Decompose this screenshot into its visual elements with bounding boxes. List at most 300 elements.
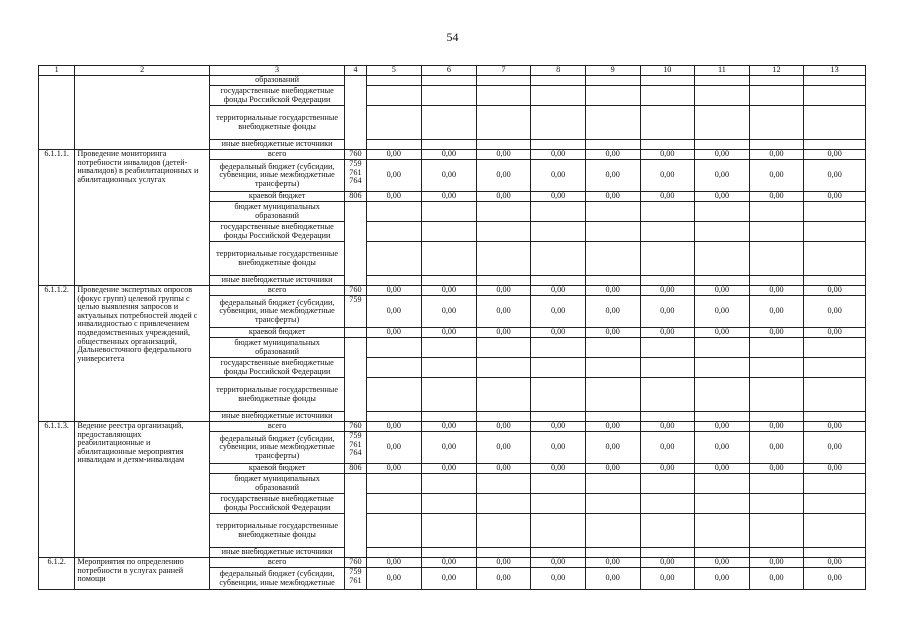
value-cell — [366, 378, 422, 412]
value-cell: 0,00 — [476, 568, 531, 590]
value-cell: 0,00 — [422, 286, 477, 296]
value-cell — [640, 202, 695, 222]
value-cell — [695, 474, 750, 494]
value-cell: 0,00 — [585, 422, 640, 432]
source-cell: территориальные государственные внебюджетные фонды — [209, 106, 344, 140]
value-cell: 0,00 — [476, 558, 531, 568]
value-cell: 0,00 — [640, 568, 695, 590]
source-cell: всего — [209, 558, 344, 568]
source-cell: краевой бюджет — [209, 464, 344, 474]
value-cell: 0,00 — [749, 192, 804, 202]
value-cell — [422, 86, 477, 106]
value-cell: 0,00 — [366, 160, 422, 192]
header-cell: 3 — [209, 66, 344, 76]
value-cell — [804, 338, 866, 358]
value-cell: 0,00 — [476, 150, 531, 160]
row-number-cell: 6.1.2. — [39, 558, 75, 590]
value-cell — [804, 514, 866, 548]
value-cell — [476, 412, 531, 422]
value-cell — [749, 474, 804, 494]
budget-table — [38, 65, 866, 590]
value-cell — [640, 358, 695, 378]
code-cell: 806 — [345, 464, 366, 474]
value-cell: 0,00 — [749, 160, 804, 192]
source-cell: федеральный бюджет (субсидии, субвенции, иные межбюджетные трансферты) — [209, 296, 344, 328]
value-cell: 0,00 — [422, 432, 477, 464]
value-cell — [366, 358, 422, 378]
value-cell: 0,00 — [749, 296, 804, 328]
header-cell: 9 — [585, 66, 640, 76]
value-cell — [640, 276, 695, 286]
value-cell: 0,00 — [695, 464, 750, 474]
value-cell: 0,00 — [640, 160, 695, 192]
code-cell: 759 — [345, 296, 366, 328]
source-cell: территориальные государственные внебюджетные фонды — [209, 514, 344, 548]
code-cell: 759 761 — [345, 568, 366, 590]
source-cell: иные внебюджетные источники — [209, 412, 344, 422]
value-cell: 0,00 — [695, 432, 750, 464]
header-cell: 10 — [640, 66, 695, 76]
header-cell: 5 — [366, 66, 422, 76]
table-row — [39, 558, 866, 568]
value-cell — [749, 202, 804, 222]
value-cell — [749, 76, 804, 86]
value-cell: 0,00 — [366, 558, 422, 568]
value-cell: 0,00 — [804, 192, 866, 202]
value-cell — [366, 106, 422, 140]
value-cell: 0,00 — [531, 192, 586, 202]
value-cell — [749, 276, 804, 286]
value-cell: 0,00 — [749, 150, 804, 160]
header-row — [39, 66, 866, 76]
value-cell — [749, 412, 804, 422]
code-cell — [345, 328, 366, 338]
header-cell: 2 — [75, 66, 209, 76]
value-cell — [422, 242, 477, 276]
code-cell — [345, 76, 366, 150]
value-cell — [749, 242, 804, 276]
value-cell: 0,00 — [640, 296, 695, 328]
value-cell — [476, 358, 531, 378]
value-cell: 0,00 — [476, 160, 531, 192]
value-cell — [749, 378, 804, 412]
value-cell — [585, 474, 640, 494]
value-cell: 0,00 — [695, 192, 750, 202]
value-cell — [531, 338, 586, 358]
value-cell — [476, 86, 531, 106]
value-cell — [749, 222, 804, 242]
source-cell: краевой бюджет — [209, 328, 344, 338]
value-cell: 0,00 — [585, 296, 640, 328]
value-cell — [366, 242, 422, 276]
value-cell — [695, 412, 750, 422]
source-cell: иные внебюджетные источники — [209, 140, 344, 150]
source-cell: всего — [209, 150, 344, 160]
value-cell — [531, 474, 586, 494]
source-cell: иные внебюджетные источники — [209, 548, 344, 558]
value-cell: 0,00 — [640, 192, 695, 202]
header-cell: 4 — [345, 66, 366, 76]
value-cell — [531, 378, 586, 412]
activity-name-cell: Ведение реестра организаций, предоставляющих реабилитационные и абилитационные мероприятия инвалидам и детям-инвалидам — [75, 422, 209, 558]
activity-name-cell: Проведение мониторинга потребности инвалидов (детей-инвалидов) в реабилитационных и абилитационных услугах — [75, 150, 209, 286]
value-cell: 0,00 — [531, 568, 586, 590]
value-cell — [422, 548, 477, 558]
header-cell: 6 — [422, 66, 477, 76]
value-cell: 0,00 — [531, 296, 586, 328]
value-cell — [476, 106, 531, 140]
value-cell — [640, 338, 695, 358]
value-cell: 0,00 — [531, 328, 586, 338]
value-cell — [422, 338, 477, 358]
value-cell — [531, 140, 586, 150]
value-cell: 0,00 — [422, 192, 477, 202]
value-cell — [422, 276, 477, 286]
value-cell — [531, 242, 586, 276]
value-cell — [749, 140, 804, 150]
value-cell — [476, 474, 531, 494]
value-cell: 0,00 — [366, 296, 422, 328]
value-cell — [585, 76, 640, 86]
header-cell: 11 — [695, 66, 750, 76]
value-cell: 0,00 — [804, 160, 866, 192]
value-cell — [695, 358, 750, 378]
value-cell — [476, 202, 531, 222]
value-cell — [531, 494, 586, 514]
value-cell: 0,00 — [804, 558, 866, 568]
value-cell — [422, 106, 477, 140]
value-cell — [366, 494, 422, 514]
value-cell: 0,00 — [695, 328, 750, 338]
value-cell — [749, 494, 804, 514]
value-cell: 0,00 — [585, 328, 640, 338]
value-cell: 0,00 — [422, 422, 477, 432]
value-cell: 0,00 — [366, 568, 422, 590]
value-cell — [585, 514, 640, 548]
value-cell: 0,00 — [585, 150, 640, 160]
value-cell: 0,00 — [749, 568, 804, 590]
value-cell: 0,00 — [476, 328, 531, 338]
value-cell — [476, 548, 531, 558]
code-cell — [345, 474, 366, 558]
code-cell: 760 — [345, 422, 366, 432]
source-cell: бюджет муниципальных образований — [209, 474, 344, 494]
value-cell: 0,00 — [804, 568, 866, 590]
value-cell — [640, 106, 695, 140]
value-cell — [804, 548, 866, 558]
value-cell — [640, 140, 695, 150]
value-cell: 0,00 — [804, 328, 866, 338]
source-cell: территориальные государственные внебюджетные фонды — [209, 242, 344, 276]
value-cell — [366, 222, 422, 242]
value-cell: 0,00 — [804, 296, 866, 328]
value-cell: 0,00 — [366, 328, 422, 338]
value-cell — [366, 202, 422, 222]
source-cell: государственные внебюджетные фонды Российской Федерации — [209, 222, 344, 242]
value-cell: 0,00 — [749, 328, 804, 338]
value-cell — [476, 378, 531, 412]
value-cell — [422, 474, 477, 494]
header-cell: 12 — [749, 66, 804, 76]
value-cell — [749, 86, 804, 106]
activity-name-cell: Мероприятия по определению потребности в услугах ранней помощи — [75, 558, 209, 590]
value-cell: 0,00 — [695, 422, 750, 432]
code-cell: 760 — [345, 150, 366, 160]
value-cell — [366, 86, 422, 106]
row-number-cell: 6.1.1.3. — [39, 422, 75, 558]
value-cell — [695, 378, 750, 412]
value-cell: 0,00 — [804, 422, 866, 432]
value-cell: 0,00 — [366, 422, 422, 432]
value-cell: 0,00 — [640, 286, 695, 296]
value-cell — [640, 514, 695, 548]
value-cell: 0,00 — [366, 192, 422, 202]
value-cell — [804, 412, 866, 422]
value-cell: 0,00 — [695, 150, 750, 160]
value-cell: 0,00 — [422, 150, 477, 160]
value-cell — [804, 140, 866, 150]
value-cell — [585, 378, 640, 412]
value-cell — [804, 276, 866, 286]
value-cell — [804, 86, 866, 106]
source-cell: федеральный бюджет (субсидии, субвенции, иные межбюджетные трансферты) — [209, 160, 344, 192]
value-cell: 0,00 — [585, 568, 640, 590]
value-cell: 0,00 — [749, 558, 804, 568]
value-cell — [695, 76, 750, 86]
source-cell: бюджет муниципальных образований — [209, 338, 344, 358]
value-cell — [640, 242, 695, 276]
value-cell — [476, 76, 531, 86]
value-cell: 0,00 — [695, 558, 750, 568]
value-cell: 0,00 — [531, 286, 586, 296]
value-cell: 0,00 — [804, 150, 866, 160]
value-cell: 0,00 — [640, 422, 695, 432]
row-number-cell — [39, 76, 75, 150]
value-cell — [531, 276, 586, 286]
value-cell — [695, 202, 750, 222]
value-cell: 0,00 — [804, 432, 866, 464]
value-cell — [366, 412, 422, 422]
value-cell: 0,00 — [366, 286, 422, 296]
value-cell — [422, 412, 477, 422]
value-cell — [531, 412, 586, 422]
value-cell: 0,00 — [366, 432, 422, 464]
value-cell: 0,00 — [695, 568, 750, 590]
value-cell: 0,00 — [585, 464, 640, 474]
value-cell — [640, 222, 695, 242]
value-cell — [531, 86, 586, 106]
value-cell — [640, 76, 695, 86]
value-cell: 0,00 — [476, 432, 531, 464]
code-cell: 759 761 764 — [345, 160, 366, 192]
value-cell — [749, 514, 804, 548]
page-number: 54 — [446, 30, 459, 44]
value-cell — [366, 474, 422, 494]
value-cell — [695, 494, 750, 514]
value-cell: 0,00 — [640, 558, 695, 568]
value-cell — [695, 514, 750, 548]
value-cell — [804, 378, 866, 412]
value-cell — [640, 548, 695, 558]
activity-name-cell — [75, 76, 209, 150]
value-cell — [585, 202, 640, 222]
source-cell: образований — [209, 76, 344, 86]
value-cell — [422, 222, 477, 242]
value-cell — [585, 106, 640, 140]
source-cell: государственные внебюджетные фонды Российской Федерации — [209, 358, 344, 378]
header-cell: 8 — [531, 66, 586, 76]
source-cell: федеральный бюджет (субсидии, субвенции, иные межбюджетные трансферты) — [209, 432, 344, 464]
value-cell — [585, 358, 640, 378]
value-cell: 0,00 — [640, 432, 695, 464]
value-cell — [640, 378, 695, 412]
value-cell: 0,00 — [366, 150, 422, 160]
value-cell — [804, 474, 866, 494]
value-cell — [366, 514, 422, 548]
value-cell: 0,00 — [422, 296, 477, 328]
value-cell: 0,00 — [422, 464, 477, 474]
value-cell — [585, 276, 640, 286]
code-cell: 759 761 764 — [345, 432, 366, 464]
code-cell — [345, 202, 366, 286]
value-cell — [531, 106, 586, 140]
value-cell — [476, 140, 531, 150]
value-cell — [531, 202, 586, 222]
value-cell — [585, 222, 640, 242]
value-cell — [749, 548, 804, 558]
value-cell: 0,00 — [585, 286, 640, 296]
value-cell — [695, 338, 750, 358]
code-cell: 806 — [345, 192, 366, 202]
value-cell — [695, 222, 750, 242]
source-cell: всего — [209, 422, 344, 432]
value-cell — [366, 76, 422, 86]
value-cell — [695, 86, 750, 106]
value-cell — [476, 276, 531, 286]
value-cell — [531, 222, 586, 242]
value-cell: 0,00 — [749, 464, 804, 474]
value-cell — [804, 494, 866, 514]
value-cell — [695, 242, 750, 276]
activity-name-cell: Проведение экспертных опросов (фокус групп) целевой группы с целью выявления запросов и актуальных потребностей людей с инвалидностью с привлечением подведомственных учреждений, общественных организаций, Дальневосточного федерального университета — [75, 286, 209, 422]
value-cell — [422, 140, 477, 150]
value-cell — [804, 76, 866, 86]
value-cell: 0,00 — [749, 286, 804, 296]
value-cell — [531, 514, 586, 548]
table-row — [39, 150, 866, 160]
value-cell: 0,00 — [531, 558, 586, 568]
value-cell — [531, 76, 586, 86]
value-cell — [422, 494, 477, 514]
source-cell: всего — [209, 286, 344, 296]
value-cell — [476, 242, 531, 276]
code-cell: 760 — [345, 558, 366, 568]
value-cell — [695, 140, 750, 150]
value-cell — [585, 242, 640, 276]
source-cell: краевой бюджет — [209, 192, 344, 202]
value-cell: 0,00 — [531, 432, 586, 464]
value-cell — [804, 358, 866, 378]
value-cell — [476, 494, 531, 514]
value-cell — [585, 338, 640, 358]
value-cell — [366, 140, 422, 150]
header-cell: 1 — [39, 66, 75, 76]
value-cell — [366, 276, 422, 286]
value-cell — [531, 548, 586, 558]
source-cell: федеральный бюджет (субсидии, субвенции, иные межбюджетные — [209, 568, 344, 590]
value-cell — [366, 548, 422, 558]
value-cell: 0,00 — [366, 464, 422, 474]
value-cell — [804, 106, 866, 140]
value-cell — [476, 222, 531, 242]
source-cell: государственные внебюджетные фонды Российской Федерации — [209, 494, 344, 514]
value-cell — [640, 474, 695, 494]
value-cell — [640, 412, 695, 422]
value-cell: 0,00 — [422, 328, 477, 338]
row-number-cell: 6.1.1.1. — [39, 150, 75, 286]
value-cell: 0,00 — [531, 464, 586, 474]
value-cell: 0,00 — [531, 160, 586, 192]
source-cell: иные внебюджетные источники — [209, 276, 344, 286]
value-cell — [749, 358, 804, 378]
header-cell: 7 — [476, 66, 531, 76]
value-cell: 0,00 — [476, 422, 531, 432]
value-cell: 0,00 — [531, 150, 586, 160]
value-cell — [585, 548, 640, 558]
value-cell: 0,00 — [585, 432, 640, 464]
value-cell: 0,00 — [749, 432, 804, 464]
value-cell — [422, 202, 477, 222]
value-cell: 0,00 — [422, 160, 477, 192]
value-cell: 0,00 — [476, 296, 531, 328]
row-number-cell: 6.1.1.2. — [39, 286, 75, 422]
value-cell — [422, 378, 477, 412]
value-cell: 0,00 — [476, 286, 531, 296]
table-row — [39, 286, 866, 296]
value-cell — [585, 494, 640, 514]
value-cell — [531, 358, 586, 378]
value-cell: 0,00 — [804, 286, 866, 296]
value-cell: 0,00 — [695, 286, 750, 296]
value-cell: 0,00 — [640, 328, 695, 338]
value-cell — [640, 86, 695, 106]
value-cell: 0,00 — [476, 464, 531, 474]
value-cell: 0,00 — [640, 150, 695, 160]
value-cell: 0,00 — [585, 160, 640, 192]
table-row — [39, 422, 866, 432]
value-cell — [422, 514, 477, 548]
value-cell — [640, 494, 695, 514]
code-cell: 760 — [345, 286, 366, 296]
value-cell — [585, 86, 640, 106]
value-cell — [749, 338, 804, 358]
value-cell: 0,00 — [640, 464, 695, 474]
source-cell: государственные внебюджетные фонды Российской Федерации — [209, 86, 344, 106]
value-cell: 0,00 — [695, 296, 750, 328]
value-cell: 0,00 — [804, 464, 866, 474]
value-cell — [804, 202, 866, 222]
value-cell: 0,00 — [422, 568, 477, 590]
value-cell: 0,00 — [476, 192, 531, 202]
value-cell — [585, 140, 640, 150]
value-cell — [804, 222, 866, 242]
source-cell: территориальные государственные внебюджетные фонды — [209, 378, 344, 412]
header-cell: 13 — [804, 66, 866, 76]
source-cell: бюджет муниципальных образований — [209, 202, 344, 222]
value-cell — [695, 548, 750, 558]
value-cell — [749, 106, 804, 140]
value-cell: 0,00 — [531, 422, 586, 432]
